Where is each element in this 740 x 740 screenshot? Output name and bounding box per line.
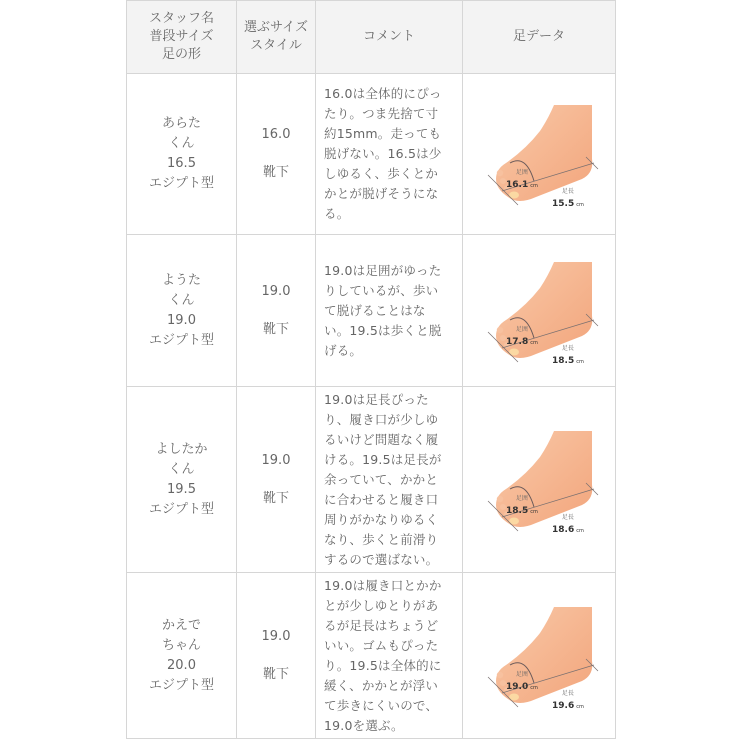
staff-name-line2: くん (168, 292, 195, 308)
foot-length-label: 足長 18.5 cm (552, 344, 584, 366)
foot-length-label: 足長 19.6 cm (552, 689, 584, 711)
comment-line: 19.0は足長ぴった (324, 391, 429, 407)
foot-illustration (474, 256, 604, 366)
foot-girth-value: 18.5 (506, 505, 529, 516)
header-staff (127, 1, 237, 74)
staff-name-line1: よしたか (155, 441, 208, 457)
foot-girth-label: 足囲 16.1 cm (506, 169, 538, 190)
foot-data-cell (463, 235, 616, 387)
staff-size-table (126, 0, 616, 739)
foot-icon (474, 601, 604, 711)
comment-line: げる。 (324, 342, 363, 358)
comment-line: り、履き口が少しゆ (324, 411, 439, 427)
foot-icon (474, 256, 604, 366)
comment-line: 周りがかなりゆるく (324, 511, 439, 527)
comment-line: るが足長はちょうど (324, 617, 439, 633)
comment-line: いい。ゴムもぴった (324, 637, 439, 653)
comment-line: に合わせると履き口 (324, 491, 439, 507)
comment-line: とが少しゆとりがあ (324, 597, 439, 613)
staff-cell (127, 573, 237, 739)
comment-line: 約15mm。走っても (324, 126, 442, 141)
header-foot-shape: 足の形 (161, 47, 201, 62)
header-comment: コメント (316, 1, 463, 74)
comment-line: たり。つま先捨て寸 (324, 106, 439, 121)
staff-name-line1: かえで (161, 617, 201, 633)
style: 靴下 (262, 165, 289, 180)
foot-girth-value: 17.8 (506, 336, 529, 347)
comment-line: かとが脱げそうにな (324, 186, 439, 201)
comment-line: り。19.5は全体的に (324, 657, 442, 673)
comment-line: 16.0は全体的にぴっ (324, 86, 442, 101)
foot-shape: エジプト型 (148, 332, 214, 348)
foot-girth-value: 16.1 (506, 180, 529, 190)
comment-line: て脱げることはな (324, 302, 426, 318)
foot-shape: エジプト型 (148, 176, 214, 191)
foot-length-value: 15.5 (552, 199, 575, 209)
chosen-size: 19.0 (261, 283, 291, 299)
table-row (127, 235, 616, 387)
comment-line: 19.0は足囲がゆった (324, 262, 442, 278)
foot-girth-label: 足囲 17.8 cm (506, 325, 538, 347)
header-foot-data: 足データ (463, 1, 616, 74)
comment-line: しゆるく、歩くとか (324, 166, 439, 181)
foot-length-value: 19.6 (552, 700, 575, 711)
foot-data-cell (463, 74, 616, 235)
chosen-size: 16.0 (261, 127, 291, 142)
table-row (127, 74, 616, 235)
staff-cell (127, 235, 237, 387)
foot-girth-label: 足囲 18.5 cm (506, 494, 538, 516)
foot-data-cell (463, 387, 616, 573)
size-cell (237, 235, 316, 387)
comment-line: 19.0を選ぶ。 (324, 717, 404, 733)
foot-girth-value: 19.0 (506, 681, 529, 692)
style: 靴下 (262, 490, 289, 506)
comment-line: 緩く、かかとが浮い (324, 677, 439, 693)
staff-name-line2: ちゃん (161, 637, 201, 653)
foot-length-label: 足長 15.5 cm (552, 188, 584, 209)
staff-cell (127, 74, 237, 235)
comment-line: するので選ばない。 (324, 551, 439, 567)
size-cell (237, 74, 316, 235)
comment-line: て歩きにくいので、 (324, 697, 439, 713)
usual-size: 20.0 (167, 657, 196, 673)
staff-name-line1: あらた (161, 116, 201, 131)
comment-line: りしているが、歩い (324, 282, 439, 298)
table-header-row (127, 1, 616, 74)
comment-cell (316, 573, 463, 739)
foot-shape: エジプト型 (148, 677, 214, 693)
foot-shape: エジプト型 (148, 501, 214, 517)
foot-icon (474, 425, 604, 535)
header-size (237, 1, 316, 74)
staff-name-line2: くん (168, 136, 195, 151)
comment-line: る。 (324, 206, 350, 221)
comment-line: なり、歩くと前滑り (324, 531, 439, 547)
usual-size: 19.0 (167, 312, 196, 328)
staff-name-line1: ようた (161, 272, 201, 288)
foot-illustration (474, 601, 604, 711)
foot-girth-label: 足囲 19.0 cm (506, 670, 538, 692)
comment-cell (316, 387, 463, 573)
foot-data-cell (463, 573, 616, 739)
table-row (127, 573, 616, 739)
header-style: スタイル (250, 38, 302, 53)
foot-length-label: 足長 18.6 cm (552, 513, 584, 535)
style: 靴下 (262, 321, 289, 337)
usual-size: 16.5 (167, 156, 196, 171)
header-chosen-size: 選ぶサイズ (244, 20, 308, 35)
header-staff-name: スタッフ名 (148, 11, 214, 26)
comment-line: 余っていて、かかと (324, 471, 439, 487)
foot-icon (474, 99, 604, 209)
foot-length-value: 18.6 (552, 524, 575, 535)
staff-name-line2: くん (168, 461, 195, 477)
size-cell (237, 387, 316, 573)
header-usual-size: 普段サイズ (149, 29, 214, 44)
comment-line: 19.0は履き口とかか (324, 577, 442, 593)
comment-line: 脱げない。16.5は少 (324, 146, 442, 161)
comment-line: い。19.5は歩くと脱 (324, 322, 442, 338)
comment-cell (316, 235, 463, 387)
foot-illustration (474, 425, 604, 535)
foot-illustration (474, 99, 604, 209)
comment-line: るいけど問題なく履 (324, 431, 439, 447)
staff-cell (127, 387, 237, 573)
comment-line: ける。19.5は足長が (324, 451, 442, 467)
usual-size: 19.5 (167, 481, 196, 497)
table-row (127, 387, 616, 573)
foot-length-value: 18.5 (552, 355, 575, 366)
chosen-size: 19.0 (261, 628, 291, 644)
style: 靴下 (262, 666, 289, 682)
chosen-size: 19.0 (261, 452, 291, 468)
comment-cell (316, 74, 463, 235)
size-cell (237, 573, 316, 739)
